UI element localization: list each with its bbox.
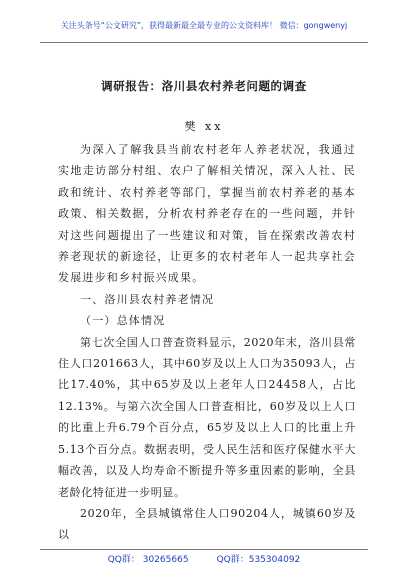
document-author: 樊 xx [184, 120, 224, 133]
subsection-heading: （一）总体情况 [80, 314, 166, 328]
body-paragraph: 第七次全国人口普查资料显示，2020年末，洛川县常住人口201663人，其中60岁及以上人口为35093人，占比17.40%，其中65岁及以上老年人口24458人，占比12.13%。与第六次全国人口普查相比，60岁及以上人口的比重上升6.79个百分点，65岁及以上人口的比重上升5.13个百分点。数据表明，受人民生活和医疗保健水平大幅改善，以及人均寿命不断提升等多重因素的影响，全县老龄化特征进一步明显。 [58, 335, 356, 499]
section-heading: 一、洛川县农村养老情况 [80, 292, 215, 306]
intro-paragraph: 为深入了解我县当前农村老年人养老状况，我通过实地走访部分村组、农户了解相关情况，深入人社、民政和统计、农村养老等部门，掌握当前农村养老的基本政策、相关数据，分析农村养老存在的一些问题，并针对这些问题提出了一些建议和对策，旨在探索改善农村养老现状的新途径，让更多的农村老年人一起共享社会发展进步和乡村振兴成果。 [58, 143, 356, 285]
header-notice: 关注头条号“公文研究”，获得最新最全最专业的公文资料库！ 微信：gongwenyj [60, 21, 348, 30]
document-title: 调研报告：洛川县农村养老问题的调查 [101, 79, 307, 93]
footer [0, 552, 408, 565]
footer-qq-group-1: QQ群： 30265665 [107, 555, 189, 565]
footer-divider [40, 549, 368, 550]
body-paragraph: 2020年，全县城镇常住人口90204人，城镇60岁及以 [58, 506, 356, 542]
header-divider [40, 42, 368, 43]
footer-qq-group-2: QQ群：535304092 [216, 555, 301, 565]
document-body [58, 139, 356, 546]
